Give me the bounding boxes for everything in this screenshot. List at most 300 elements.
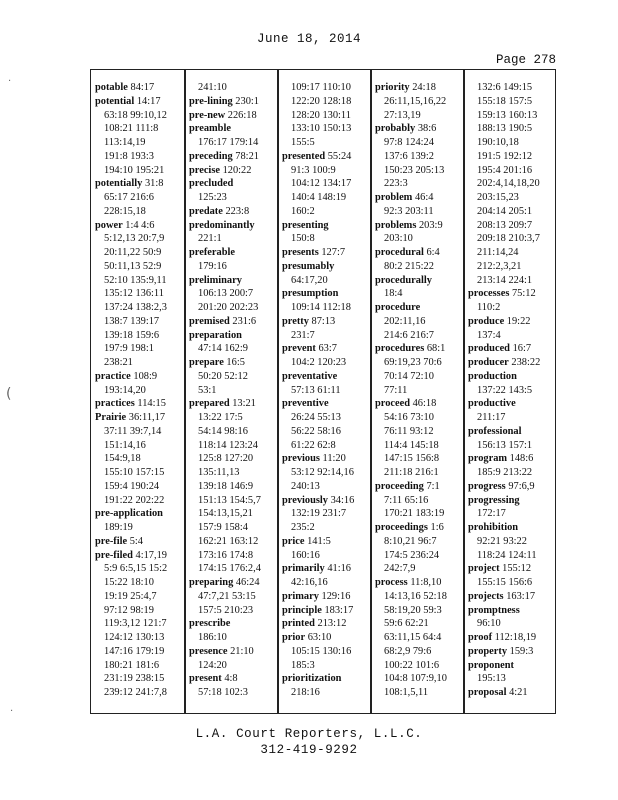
index-term: previous: [282, 453, 320, 465]
page-line-references: 129:16: [318, 590, 351, 602]
page-line-references: 57:13 61:11: [291, 384, 341, 396]
index-term: primary: [282, 590, 319, 602]
index-reference-line: [375, 384, 465, 398]
index-reference-line: [375, 136, 465, 150]
index-reference-line: [468, 122, 556, 136]
index-term: pretty: [282, 315, 309, 327]
page-line-references: 114:15: [134, 398, 166, 410]
page-line-references: 1:6: [427, 522, 444, 533]
page-line-references: 191:22 202:22: [104, 494, 165, 506]
page-line-references: 14:13,16 52:18: [384, 590, 447, 602]
index-term-line: [282, 631, 372, 645]
index-term: production: [468, 370, 517, 382]
index-reference-line: [189, 452, 279, 466]
page-line-references: 194:10 195:21: [104, 164, 165, 176]
page-line-references: 231:7: [291, 329, 315, 341]
page-line-references: 238:22: [508, 357, 541, 368]
index-reference-line: [375, 466, 465, 480]
index-reference-line: [189, 659, 279, 673]
index-frame: [90, 69, 556, 714]
page-line-references: 52:10 135:9,11: [104, 274, 167, 286]
index-reference-line: [95, 645, 185, 659]
index-reference-line: [189, 549, 279, 563]
index-reference-line: [95, 439, 185, 453]
index-term: process: [375, 577, 408, 588]
index-term: power: [95, 219, 123, 231]
page-line-references: 223:8: [222, 205, 250, 217]
page-line-references: 159:4 190:24: [104, 480, 160, 492]
page-line-references: 150:23 205:13: [384, 164, 445, 176]
index-term: processes: [468, 288, 510, 300]
index-term-line: [468, 494, 556, 508]
page-line-references: 80:2 215:22: [384, 260, 434, 272]
page-line-references: 140:4 148:19: [291, 192, 347, 203]
header-date: June 18, 2014: [256, 32, 362, 46]
index-reference-line: [468, 95, 556, 109]
index-term-line: [468, 604, 556, 618]
page-line-references: 228:15,18: [104, 205, 146, 217]
page-line-references: 36:11,17: [126, 412, 166, 423]
page-line-references: 42:16,16: [291, 577, 328, 588]
page-line-references: 124:12 130:13: [104, 632, 165, 643]
page-line-references: 92:3 203:11: [384, 205, 434, 217]
page-line-references: 226:18: [225, 109, 257, 121]
index-term-line: [189, 356, 279, 370]
index-reference-line: [375, 356, 465, 370]
page-line-references: 50:11,13 52:9: [104, 260, 162, 272]
page-line-references: 68:1: [424, 343, 446, 355]
footer-company: L.A. Court Reporters, L.L.C.: [195, 727, 423, 741]
page-line-references: 162:21 163:12: [198, 535, 259, 547]
index-term-line: [282, 617, 372, 631]
index-reference-line: [375, 411, 465, 425]
index-reference-line: [189, 535, 279, 549]
index-term: proof: [468, 632, 493, 643]
index-term: pre-filed: [95, 549, 133, 561]
index-term-line: [189, 274, 279, 288]
index-reference-line: [468, 384, 556, 398]
index-term-line: [189, 672, 279, 686]
page-line-references: 195:4 201:16: [477, 164, 533, 176]
page-line-references: 70:14 72:10: [384, 370, 434, 382]
index-reference-line: [468, 411, 556, 425]
index-reference-line: [468, 191, 556, 205]
index-term-line: [468, 370, 556, 384]
page-line-references: 5:4: [127, 535, 144, 547]
page-line-references: 37:11 39:7,14: [104, 425, 162, 437]
index-reference-line: [375, 631, 465, 645]
index-reference-line: [468, 301, 556, 315]
page-line-references: 108:1,5,11: [384, 687, 429, 698]
page-line-references: 105:15 130:16: [291, 645, 352, 657]
page-line-references: 137:24 138:2,3: [104, 302, 167, 313]
page-line-references: 97:6,9: [505, 480, 535, 492]
index-term-line: [375, 81, 465, 95]
index-reference-line: [375, 686, 465, 700]
index-reference-line: [375, 659, 465, 673]
index-column-1: [91, 81, 185, 700]
page-line-references: 132:19 231:7: [291, 508, 347, 520]
index-reference-line: [375, 287, 465, 301]
index-term-line: [468, 425, 556, 439]
index-reference-line: [375, 232, 465, 246]
page-line-references: 239:12 241:7,8: [104, 687, 167, 698]
page-line-references: 31:8: [142, 178, 164, 190]
index-term: presence: [189, 645, 228, 657]
index-reference-line: [468, 164, 556, 178]
index-term-line: [375, 274, 465, 288]
index-reference-line: [468, 672, 556, 686]
index-term: proponent: [468, 659, 515, 671]
index-term: principle: [282, 604, 322, 616]
page-line-references: 120:22: [219, 164, 252, 176]
page-line-references: 55:24: [325, 150, 352, 162]
index-reference-line: [189, 686, 279, 700]
index-term-line: [282, 452, 372, 466]
page-line-references: 179:16: [198, 260, 227, 272]
page-line-references: 240:13: [291, 480, 320, 492]
page-line-references: 57:18 102:3: [198, 687, 248, 698]
index-term-line: [282, 260, 372, 274]
page-line-references: 61:22 62:8: [291, 439, 336, 451]
index-term-line: [95, 81, 185, 95]
index-term-line: [468, 631, 556, 645]
page-line-references: 211:17: [477, 412, 506, 423]
index-term: potentially: [95, 178, 143, 190]
page-line-references: 202:11,16: [384, 315, 426, 327]
index-term: priority: [375, 82, 410, 93]
page-line-references: 197:9 198:1: [104, 343, 154, 355]
index-term-line: [468, 562, 556, 576]
page-line-references: 64:17,20: [291, 274, 328, 286]
index-term-line: [189, 205, 279, 219]
index-term: proceedings: [375, 522, 428, 533]
index-term: primarily: [282, 563, 325, 575]
index-term-line: [468, 356, 556, 370]
index-term: potable: [95, 82, 128, 93]
index-reference-line: [189, 480, 279, 494]
index-reference-line: [282, 81, 372, 95]
index-reference-line: [95, 590, 185, 604]
page-line-references: 213:12: [314, 618, 347, 630]
page-line-references: 4:21: [506, 687, 528, 698]
index-term-line: [375, 246, 465, 260]
index-term: presented: [282, 150, 326, 162]
page-line-references: 125:8 127:20: [198, 453, 254, 465]
index-term-line: [282, 287, 372, 301]
index-term-line: [189, 122, 279, 136]
index-reference-line: [189, 232, 279, 246]
page-line-references: 155:5: [291, 137, 315, 148]
page-line-references: 223:3: [384, 178, 408, 190]
index-term: promptness: [468, 604, 520, 616]
page-line-references: 65:17 216:6: [104, 192, 154, 203]
page-line-references: 118:14 123:24: [198, 439, 258, 451]
page-line-references: 109:14 112:18: [291, 302, 351, 313]
index-term: pre-lining: [189, 95, 233, 107]
page-line-references: 54:16 73:10: [384, 412, 434, 423]
page-line-references: 38:6: [415, 123, 437, 135]
index-term: probably: [375, 123, 416, 135]
index-reference-line: [95, 342, 185, 356]
page-line-references: 5:12,13 20:7,9: [104, 233, 165, 245]
page-line-references: 108:21 111:8: [104, 123, 159, 135]
page-line-references: 109:17 110:10: [291, 82, 351, 93]
index-term-line: [189, 397, 279, 411]
index-reference-line: [189, 631, 279, 645]
page-line-references: 170:21 183:19: [384, 508, 445, 520]
index-reference-line: [95, 425, 185, 439]
page-line-references: 174:15 176:2,4: [198, 563, 261, 575]
index-reference-line: [375, 370, 465, 384]
page-line-references: 150:8: [291, 233, 315, 245]
page-line-references: 159:3: [507, 645, 534, 657]
index-term: property: [468, 645, 508, 657]
index-term-line: [375, 480, 465, 494]
page-line-references: 147:16 179:19: [104, 645, 165, 657]
index-reference-line: [468, 219, 556, 233]
page-line-references: 201:20 202:23: [198, 302, 259, 313]
index-term: previously: [282, 494, 328, 506]
index-term-line: [95, 411, 185, 425]
footer-phone: 312-419-9292: [260, 743, 358, 757]
index-term-line: [468, 480, 556, 494]
index-reference-line: [282, 301, 372, 315]
index-reference-line: [282, 356, 372, 370]
page-line-references: 108:9: [130, 370, 158, 382]
index-term: predominantly: [189, 219, 255, 231]
index-term: presents: [282, 247, 319, 258]
page-line-references: 92:21 93:22: [477, 535, 527, 547]
index-term-line: [282, 397, 372, 411]
page-line-references: 104:12 134:17: [291, 178, 352, 190]
index-reference-line: [282, 191, 372, 205]
index-term-line: [189, 617, 279, 631]
index-reference-line: [282, 177, 372, 191]
page-line-references: 46:24: [233, 577, 260, 588]
index-reference-line: [282, 686, 372, 700]
index-term: prevent: [282, 343, 316, 355]
page-line-references: 218:16: [291, 687, 320, 698]
page-line-references: 211:14,24: [477, 247, 519, 258]
index-reference-line: [282, 645, 372, 659]
page-line-references: 185:3: [291, 659, 315, 671]
index-reference-line: [95, 287, 185, 301]
index-reference-line: [375, 672, 465, 686]
index-reference-line: [375, 109, 465, 123]
index-reference-line: [282, 274, 372, 288]
index-term-line: [189, 315, 279, 329]
index-reference-line: [468, 439, 556, 453]
page-line-references: 21:10: [227, 645, 254, 657]
index-reference-line: [468, 260, 556, 274]
page-line-references: 87:13: [308, 315, 336, 327]
index-term: precluded: [189, 178, 234, 190]
index-reference-line: [468, 232, 556, 246]
page-line-references: 174:5 236:24: [384, 549, 440, 561]
index-term: procedures: [375, 343, 425, 355]
page-line-references: 155:18 157:5: [477, 95, 533, 107]
page-line-references: 100:22 101:6: [384, 659, 440, 671]
index-reference-line: [189, 301, 279, 315]
page-line-references: 76:11 93:12: [384, 425, 434, 437]
page-line-references: 110:2: [477, 302, 501, 313]
page-line-references: 204:14 205:1: [477, 205, 533, 217]
index-reference-line: [282, 480, 372, 494]
index-term: preparation: [189, 329, 242, 341]
page-line-references: 188:13 190:5: [477, 123, 533, 135]
index-term-line: [282, 604, 372, 618]
index-term: prepared: [189, 398, 230, 410]
page-line-references: 69:19,23 70:6: [384, 357, 442, 368]
index-reference-line: [468, 150, 556, 164]
index-reference-line: [189, 342, 279, 356]
page-line-references: 189:19: [104, 522, 133, 533]
page-line-references: 148:6: [507, 453, 534, 465]
page-line-references: 34:16: [328, 494, 355, 506]
index-term: presumably: [282, 260, 335, 272]
index-reference-line: [468, 549, 556, 563]
page-line-references: 127:7: [318, 247, 346, 258]
index-term-line: [375, 521, 465, 535]
page-line-references: 113:14,19: [104, 137, 146, 148]
index-reference-line: [375, 617, 465, 631]
page-line-references: 15:22 18:10: [104, 577, 154, 588]
index-reference-line: [95, 301, 185, 315]
index-term: procedure: [375, 302, 421, 313]
page-line-references: 135:11,13: [198, 467, 240, 478]
page-line-references: 97:8 124:24: [384, 137, 434, 148]
scan-speck: ·: [8, 76, 12, 87]
page-line-references: 172:17: [477, 508, 506, 520]
index-term: present: [189, 673, 222, 685]
index-reference-line: [95, 274, 185, 288]
index-term: procedural: [375, 247, 424, 258]
page-line-references: 91:3 100:9: [291, 164, 336, 176]
index-term: pre-file: [95, 535, 128, 547]
page-line-references: 139:18 146:9: [198, 480, 254, 492]
index-reference-line: [189, 191, 279, 205]
index-reference-line: [95, 604, 185, 618]
page-line-references: 124:20: [198, 659, 227, 671]
index-term: procedurally: [375, 274, 432, 286]
index-term-line: [95, 95, 185, 109]
page-line-references: 211:18 216:1: [384, 467, 439, 478]
index-term: prepare: [189, 357, 224, 368]
page-line-references: 156:13 157:1: [477, 439, 533, 451]
page-line-references: 4:17,19: [132, 549, 167, 561]
index-reference-line: [95, 686, 185, 700]
index-term-line: [95, 219, 185, 233]
index-term: problem: [375, 192, 413, 203]
index-reference-line: [189, 604, 279, 618]
index-term-line: [468, 645, 556, 659]
page-line-references: 159:13 160:13: [477, 109, 538, 121]
page-line-references: 137:22 143:5: [477, 384, 533, 396]
index-term: printed: [282, 618, 315, 630]
index-term-line: [282, 315, 372, 329]
index-term: program: [468, 453, 508, 465]
index-term-line: [282, 672, 372, 686]
index-term: price: [282, 535, 305, 547]
index-reference-line: [282, 439, 372, 453]
index-reference-line: [375, 164, 465, 178]
index-term: progress: [468, 480, 506, 492]
index-term: precise: [189, 164, 220, 176]
index-reference-line: [189, 507, 279, 521]
page-line-references: 137:4: [477, 329, 501, 341]
page-line-references: 221:1: [198, 233, 222, 245]
page-line-references: 13:22 17:5: [198, 412, 243, 423]
page-line-references: 11:20: [319, 453, 346, 465]
index-reference-line: [95, 260, 185, 274]
index-reference-line: [468, 205, 556, 219]
index-reference-line: [189, 494, 279, 508]
index-reference-line: [95, 617, 185, 631]
page-line-references: 75:12: [509, 288, 536, 300]
index-reference-line: [95, 329, 185, 343]
page-line-references: 63:10: [305, 632, 332, 643]
index-term-line: [282, 342, 372, 356]
page-line-references: 155:10 157:15: [104, 467, 165, 478]
page-line-references: 4:8: [221, 673, 238, 685]
page-line-references: 193:14,20: [104, 384, 146, 396]
index-reference-line: [375, 329, 465, 343]
page-line-references: 180:21 181:6: [104, 659, 160, 671]
index-term: produced: [468, 343, 510, 355]
index-reference-line: [95, 205, 185, 219]
index-reference-line: [189, 370, 279, 384]
page-line-references: 19:22: [504, 315, 531, 327]
page-line-references: 104:2 120:23: [291, 357, 347, 368]
index-reference-line: [189, 136, 279, 150]
index-reference-line: [282, 576, 372, 590]
index-reference-line: [95, 494, 185, 508]
page-line-references: 160:2: [291, 205, 315, 217]
index-reference-line: [189, 466, 279, 480]
page-line-references: 231:19 238:15: [104, 673, 165, 685]
page-line-references: 155:15 156:6: [477, 577, 533, 588]
index-term-line: [189, 95, 279, 109]
index-reference-line: [282, 384, 372, 398]
index-reference-line: [468, 329, 556, 343]
index-term: premised: [189, 315, 230, 327]
index-reference-line: [282, 521, 372, 535]
index-term: preliminary: [189, 274, 242, 286]
page-line-references: 122:20 128:18: [291, 95, 352, 107]
index-reference-line: [95, 191, 185, 205]
index-reference-line: [282, 205, 372, 219]
index-reference-line: [375, 150, 465, 164]
index-reference-line: [282, 466, 372, 480]
index-term: practice: [95, 370, 131, 382]
index-reference-line: [282, 549, 372, 563]
index-term-line: [282, 590, 372, 604]
index-column-3: [278, 81, 372, 700]
index-term-line: [189, 109, 279, 123]
page-line-references: 53:12 92:14,16: [291, 467, 354, 478]
index-reference-line: [95, 466, 185, 480]
page-line-references: 208:13 209:7: [477, 219, 533, 231]
index-reference-line: [95, 452, 185, 466]
page-line-references: 154:13,15,21: [198, 508, 253, 520]
page-line-references: 173:16 174:8: [198, 549, 254, 561]
page-line-references: 59:6 62:21: [384, 618, 429, 630]
page-line-references: 185:9 213:22: [477, 467, 533, 478]
page-line-references: 202:4,14,18,20: [477, 178, 540, 190]
index-term-line: [468, 287, 556, 301]
index-term: Prairie: [95, 412, 127, 423]
